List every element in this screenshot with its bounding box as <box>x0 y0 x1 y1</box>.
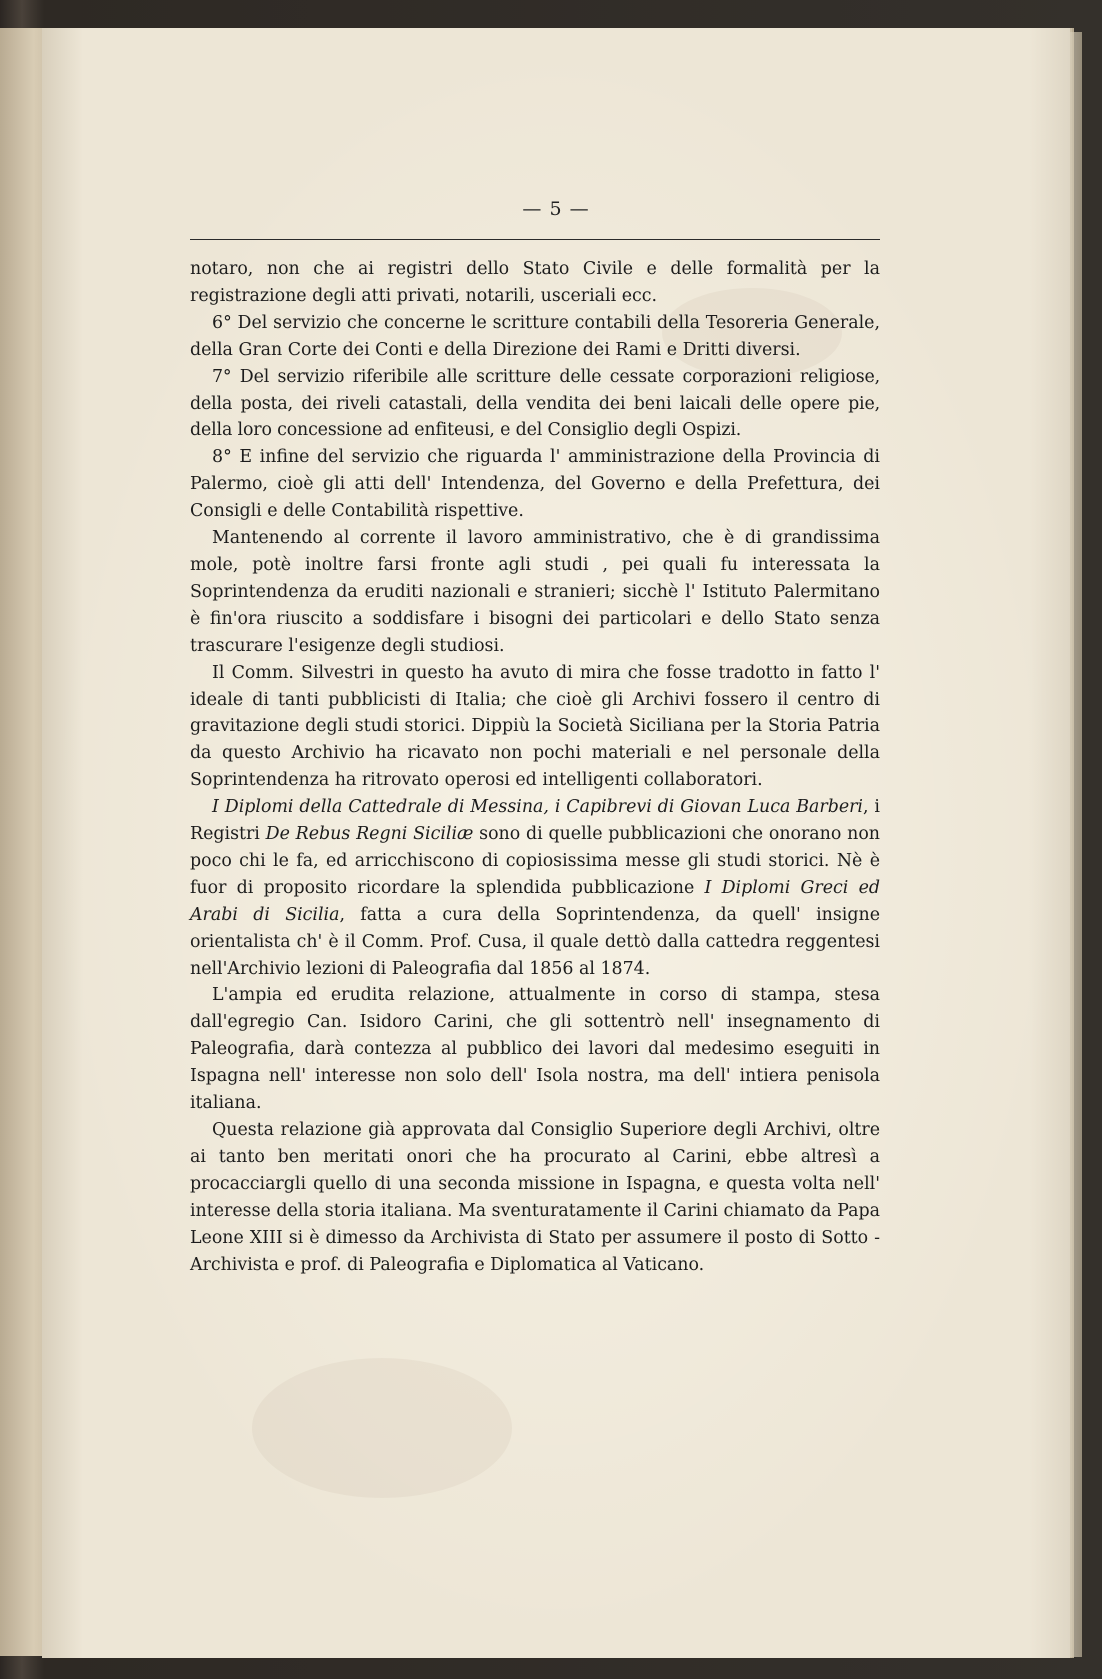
italic-text: I Diplomi Greci ed Arabi di Sicilia <box>190 877 881 925</box>
italic-text: De Rebus Regni Siciliæ <box>265 824 474 845</box>
italic-text: I Diplomi della Cattedrale di Messina, i Capibrevi di Giovan Luca Barberi <box>212 797 863 818</box>
paragraph <box>190 310 880 364</box>
text-run: Mantenendo al corrente il lavoro amministrativo, che è di grandissima mole, potè inoltre farsi fronte agli studi , pei quali fu interessata la Soprintendenza da eruditi nazionali e stranieri; sicchè l' Istituto Palermitano è fin'ora riuscito a soddisfare i bisogni dei particolari e dello Stato senza trascurare l'esigenze degli studiosi. <box>190 528 880 656</box>
text-run: L'ampia ed erudita relazione, attualmente in corso di stampa, stesa dall'egregio Can. Isidoro Carini, che gli sottentrò nell' insegnamento di Paleografia, darà contezza al pubblico dei lavori dal medesimo eseguiti in Ispagna nell' interesse non solo dell' Isola nostra, ma dell' intiera penisola italiana. <box>190 985 880 1114</box>
paper-stain <box>252 1358 512 1498</box>
paragraph <box>190 444 880 525</box>
paragraph <box>190 256 880 310</box>
paragraph <box>190 364 880 445</box>
paragraph <box>190 794 880 982</box>
text-run: Il Comm. Silvestri in questo ha avuto di mira che fosse tradotto in fatto l' ideale di tanti pubblicisti di Italia; che cioè gli Archivi fossero il centro di gravitazione degli studi storici. Dippiù la Società Siciliana per la Storia Patria da questo Archivio ha ricavato non pochi materiali e nel personale della Soprintendenza ha ritrovato operosi ed intelligenti collaboratori. <box>190 662 880 791</box>
paragraph <box>190 660 880 795</box>
text-run: Questa relazione già approvata dal Consiglio Superiore degli Archivi, oltre ai tanto ben meritati onori che ha procurato al Carini, ebbe altresì a procacciargli quello di una seconda missione in Ispagna, e questa volta nell' interesse della storia italiana. Ma sventuratamente il Carini chiamato da Papa Leone XIII si è dimesso da Archivista di Stato per assumere il posto di Sotto - Archivista e prof. di Paleografia e Diplomatica al Vaticano. <box>190 1120 880 1275</box>
page-number: — 5 — <box>522 198 590 220</box>
document-page <box>42 28 1070 1658</box>
body-text <box>190 256 880 1278</box>
paragraph <box>190 982 880 1117</box>
paragraph <box>190 1117 880 1278</box>
text-run: 7° Del servizio riferibile alle scritture delle cessate corporazioni religiose, della posta, dei riveli catastali, della vendita dei beni laicali delle opere pie, della loro concessione ad enfiteusi, e del Consiglio degli Ospizi. <box>190 366 880 441</box>
text-run: sono di quelle pubblicazioni che onorano non poco chi le fa, ed arricchiscono di copiosissima messe gli studi storici. Nè è fuor di proposito ricordare la splendida pubblicazione <box>190 824 880 898</box>
text-run: , fatta a cura della Soprintendenza, da quell' insigne orientalista ch' è il Comm. Prof. Cusa, il quale dettò dalla cattedra reggentesi nell'Archivio lezioni di Paleografia dal 1856 al 1874. <box>190 904 880 979</box>
text-run: , i Registri <box>190 797 880 845</box>
text-run: notaro, non che ai registri dello Stato Civile e delle formalità per la registrazione degli atti privati, notarili, usceriali ecc. <box>190 259 880 306</box>
header-rule <box>190 239 880 240</box>
page-edge-shadow <box>1070 32 1082 1657</box>
paragraph <box>190 525 880 660</box>
text-run: 6° Del servizio che concerne le scritture contabili della Tesoreria Generale, della Gran Corte dei Conti e della Direzione dei Rami e Dritti diversi. <box>190 312 880 360</box>
text-run: 8° E infine del servizio che riguarda l' amministrazione della Provincia di Palermo, cioè gli atti dell' Intendenza, del Governo e della Prefettura, dei Consigli e delle Contabilità rispettive. <box>190 447 880 522</box>
